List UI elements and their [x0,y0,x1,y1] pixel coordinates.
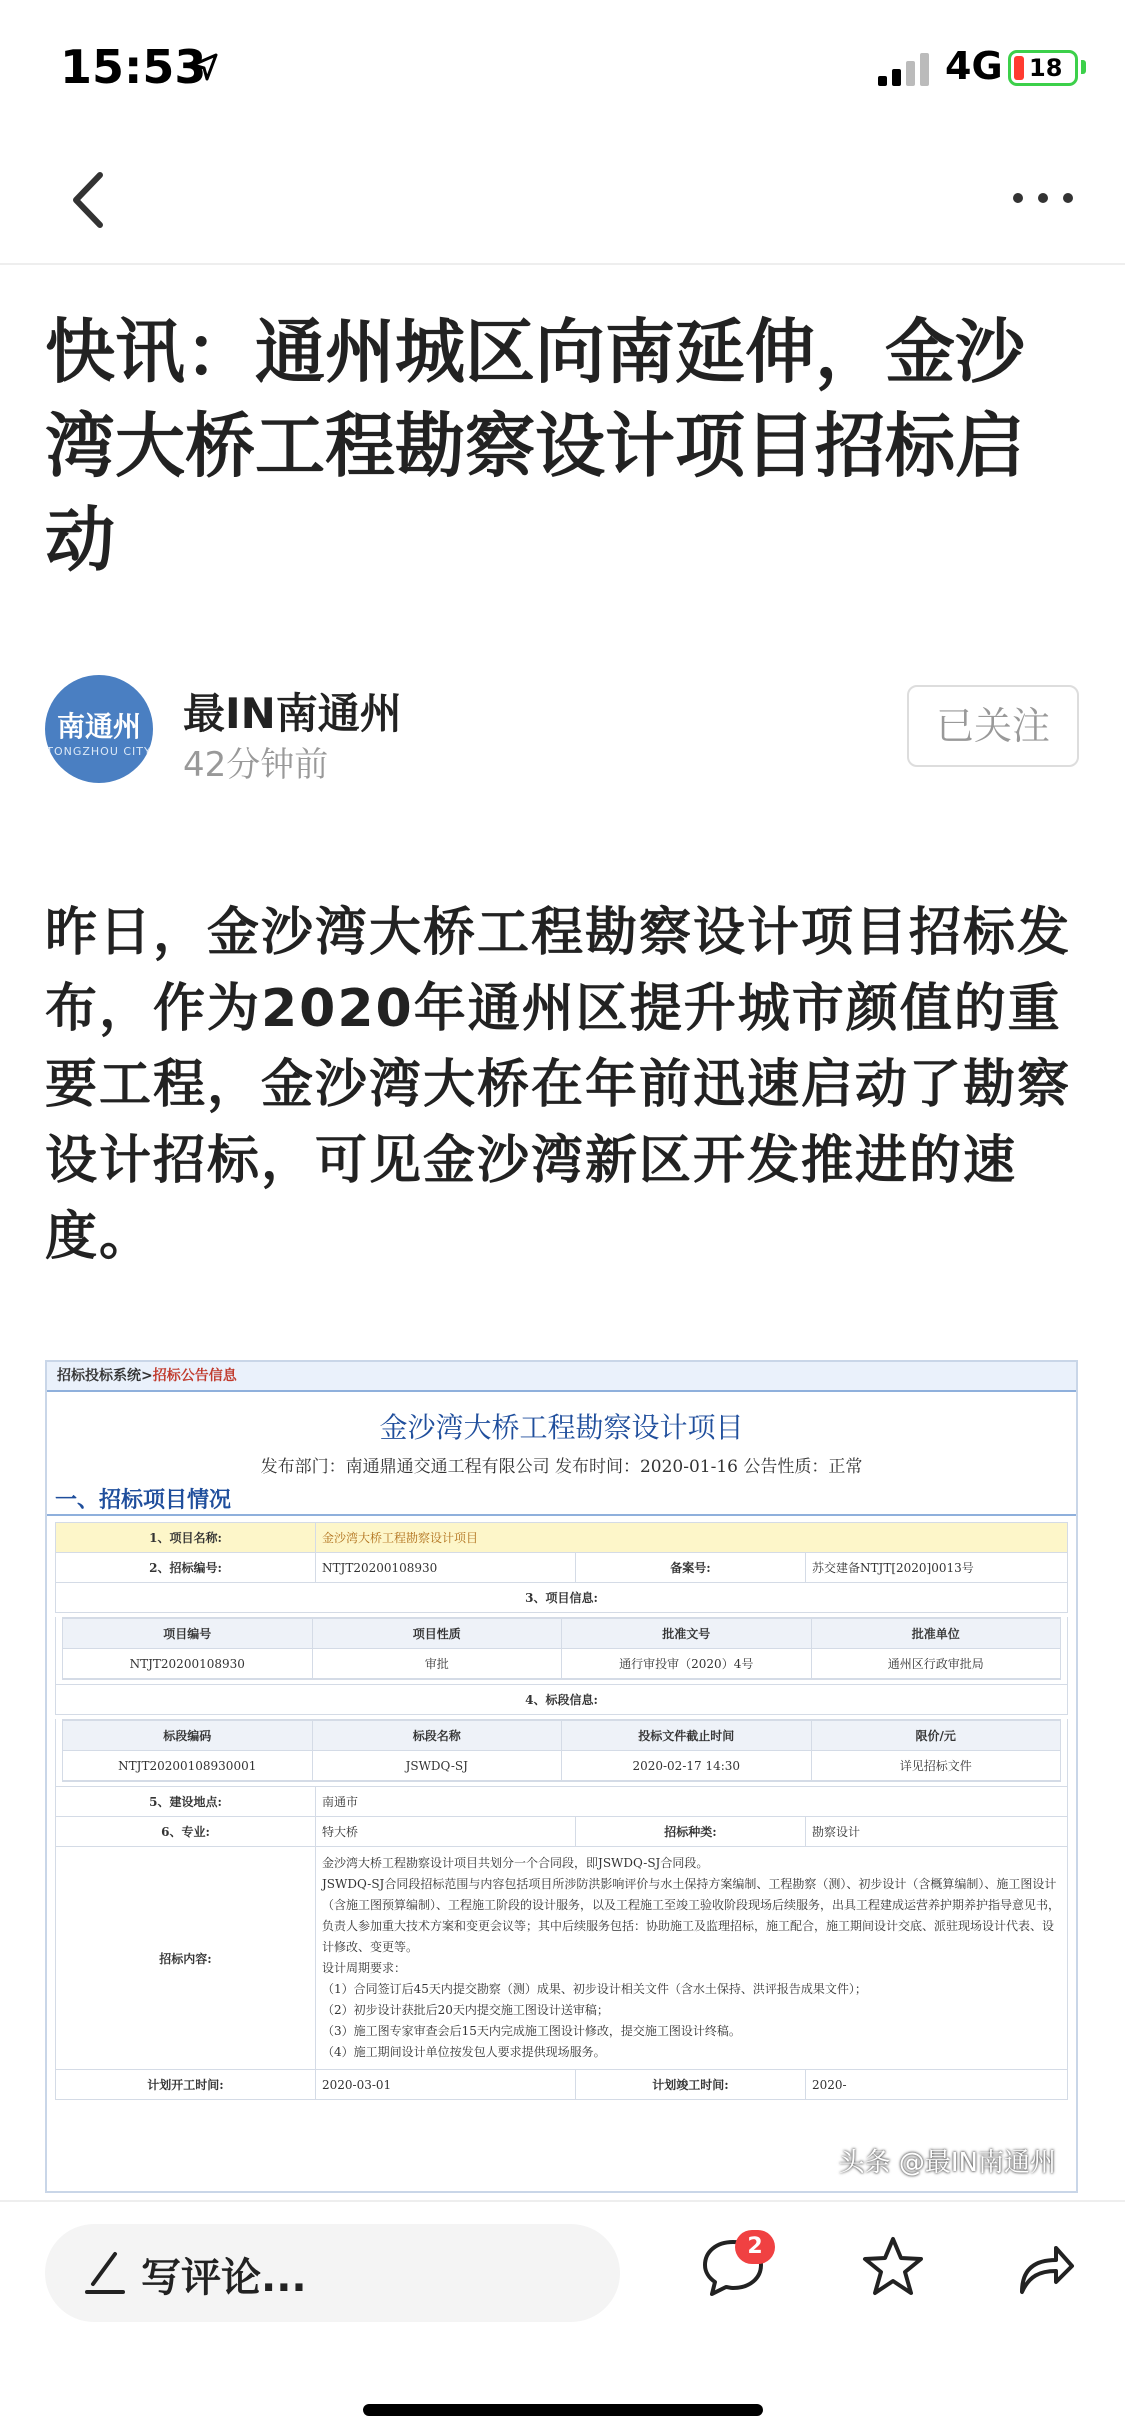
home-indicator [363,2404,763,2416]
author-name[interactable]: 最IN南通州 [183,689,402,738]
bottom-bar [0,2200,1125,2436]
location-arrow-icon [190,52,220,82]
table-header-cell: 限价/元 [915,1729,956,1743]
table-row [55,2070,1068,2100]
pen-icon [85,2250,125,2296]
doc-title: 金沙湾大桥工程勘察设计项目 [379,1411,744,1444]
table-cell-value: 2020-03-01 [316,2070,576,2099]
battery-cap [1081,60,1086,74]
table-cell-value: 金沙湾大桥工程勘察设计项目 [322,1531,479,1545]
follow-button[interactable]: 已关注 [907,685,1079,767]
battery-icon [1008,50,1078,86]
table-cell: JSWDQ-SJ [313,1751,563,1780]
table-cell: 通行审投审（2020）4号 [562,1649,812,1678]
table-cell-label: 招标内容: [56,1847,316,2069]
doc-table [55,1522,1068,2100]
table-cell-label: 备案号: [576,1553,806,1582]
doc-breadcrumb-current: 招标公告信息 [152,1368,237,1384]
status-time: 15:53 [60,40,207,94]
avatar[interactable] [45,675,153,783]
doc-section-heading: 一、招标项目情况 [47,1483,1076,1516]
table-cell-label: 1、项目名称: [56,1523,316,1552]
author-row [45,675,1085,785]
table-header-row [63,1720,1060,1751]
status-bar [0,0,1125,135]
table-row [55,1583,1068,1613]
table-header-cell: 批准单位 [911,1627,960,1641]
table-row [55,1817,1068,1847]
table-row [55,1522,1068,1553]
avatar-logo-text: 南通州 [56,710,141,743]
battery-level [1014,56,1024,80]
table-cell-value: 苏交建备NTJT[2020]0013号 [812,1561,974,1575]
signal-bars-icon [876,52,936,86]
bid-content-line: （3）施工图专家审查会后15天内完成施工图设计修改，提交施工图设计终稿。 [322,2024,741,2038]
table-row [55,1617,1068,1685]
table-cell: NTJT20200108930001 [63,1751,313,1780]
table-cell-label: 6、专业: [56,1817,316,1846]
table-cell-label: 计划开工时间: [56,2070,316,2099]
table-cell-value: NTJT20200108930 [316,1553,576,1582]
bid-content-line: JSWDQ-SJ合同段招标范围与内容包括项目所涉防洪影响评价与水土保持方案编制、工程勘察（测）、初步设计（含概算编制）、施工图设计（含施工图预算编制）、工程施工阶段的设计服务，以及工程施工至竣工验收阶段现场后续服务，出具工程建成运营养护期养护指导意见书，负责人参加重大技术方案和变更会议等；其中后续服务包括：协助施工及监理招标，施工配合，施工期间设计交底、派驻现场设计代表、设计修改、变更等。 [322,1877,1061,1954]
table-header-cell: 项目性质 [313,1619,563,1648]
table-row [55,1685,1068,1715]
table-header-cell: 项目编号 [63,1619,313,1648]
more-dots-icon[interactable] [1008,183,1078,213]
table-cell: 通州区行政审批局 [887,1657,984,1671]
network-type: 4G [945,44,1003,88]
table-header-cell: 投标文件截止时间 [562,1721,812,1750]
table-cell-label: 4、标段信息: [525,1693,598,1707]
share-icon[interactable] [1012,2234,1078,2300]
bid-content-text [316,1847,1067,2069]
article-image[interactable] [45,1360,1078,2193]
table-row [55,1787,1068,1817]
table-row [63,1649,1060,1679]
table-header-cell: 标段名称 [313,1721,563,1750]
section-info-table [62,1719,1061,1782]
doc-breadcrumb [47,1362,1076,1392]
article-body: 昨日，金沙湾大桥工程勘察设计项目招标发布，作为2020年通州区提升城市颜值的重要工程，金沙湾大桥在年前迅速启动了勘察设计招标，可见金沙湾新区开发推进的速度。 [45,903,1072,1267]
table-cell-label: 5、建设地点: [56,1787,316,1816]
table-header-cell: 批准文号 [562,1619,812,1648]
table-cell-label: 招标种类: [576,1817,806,1846]
table-cell-label: 计划竣工时间: [576,2070,806,2099]
bid-content-line: 设计周期要求： [322,1961,407,1975]
chevron-left-icon[interactable] [60,165,120,235]
table-row [55,1553,1068,1583]
table-cell-label: 2、招标编号: [56,1553,316,1582]
bid-content-line: （4）施工期间设计单位按发包人要求提供现场服务。 [322,2045,606,2059]
bid-content-line: （1）合同签订后45天内提交勘察（测）成果、初步设计相关文件（含水土保持、洪评报告成果文件）； [322,1982,867,1996]
article-title: 快讯：通州城区向南延伸，金沙湾大桥工程勘察设计项目招标启动 [45,311,1025,581]
comment-input[interactable] [45,2224,620,2322]
table-cell-value: 特大桥 [316,1817,576,1846]
bid-content-line: 金沙湾大桥工程勘察设计项目共划分一个合同段，即JSWDQ-SJ合同段。 [322,1856,709,1870]
star-icon[interactable] [860,2234,926,2300]
table-row [55,1719,1068,1787]
doc-breadcrumb-root: 招标投标系统> [57,1368,153,1384]
comment-count-badge: 2 [735,2230,775,2264]
image-watermark: 头条 @最IN南通州 [838,2148,1056,2178]
table-cell: 审批 [313,1649,563,1678]
table-cell-label: 3、项目信息: [525,1591,598,1605]
table-header-row [63,1618,1060,1649]
table-cell: NTJT20200108930 [63,1649,313,1678]
table-cell-value: 南通市 [322,1795,359,1809]
table-cell: 2020-02-17 14:30 [562,1751,812,1780]
avatar-logo-subtext: TONGZHOU CITY [46,745,152,758]
comment-placeholder: 写评论... [141,2255,307,2301]
project-info-table [62,1617,1061,1680]
nav-bar [0,135,1125,265]
doc-meta: 发布部门：南通鼎通交通工程有限公司 发布时间：2020-01-16 公告性质：正常 [260,1457,863,1477]
table-header-cell: 标段编码 [63,1721,313,1750]
publish-time: 42分钟前 [183,745,329,785]
bid-content-line: （2）初步设计获批后20天内提交施工图设计送审稿； [322,2003,609,2017]
battery-percent: 18 [1029,54,1063,82]
table-cell-value: 勘察设计 [812,1825,861,1839]
table-cell-value: 2020- [812,2077,847,2092]
table-row [55,1847,1068,2070]
table-row [63,1751,1060,1781]
table-cell: 详见招标文件 [899,1759,972,1773]
